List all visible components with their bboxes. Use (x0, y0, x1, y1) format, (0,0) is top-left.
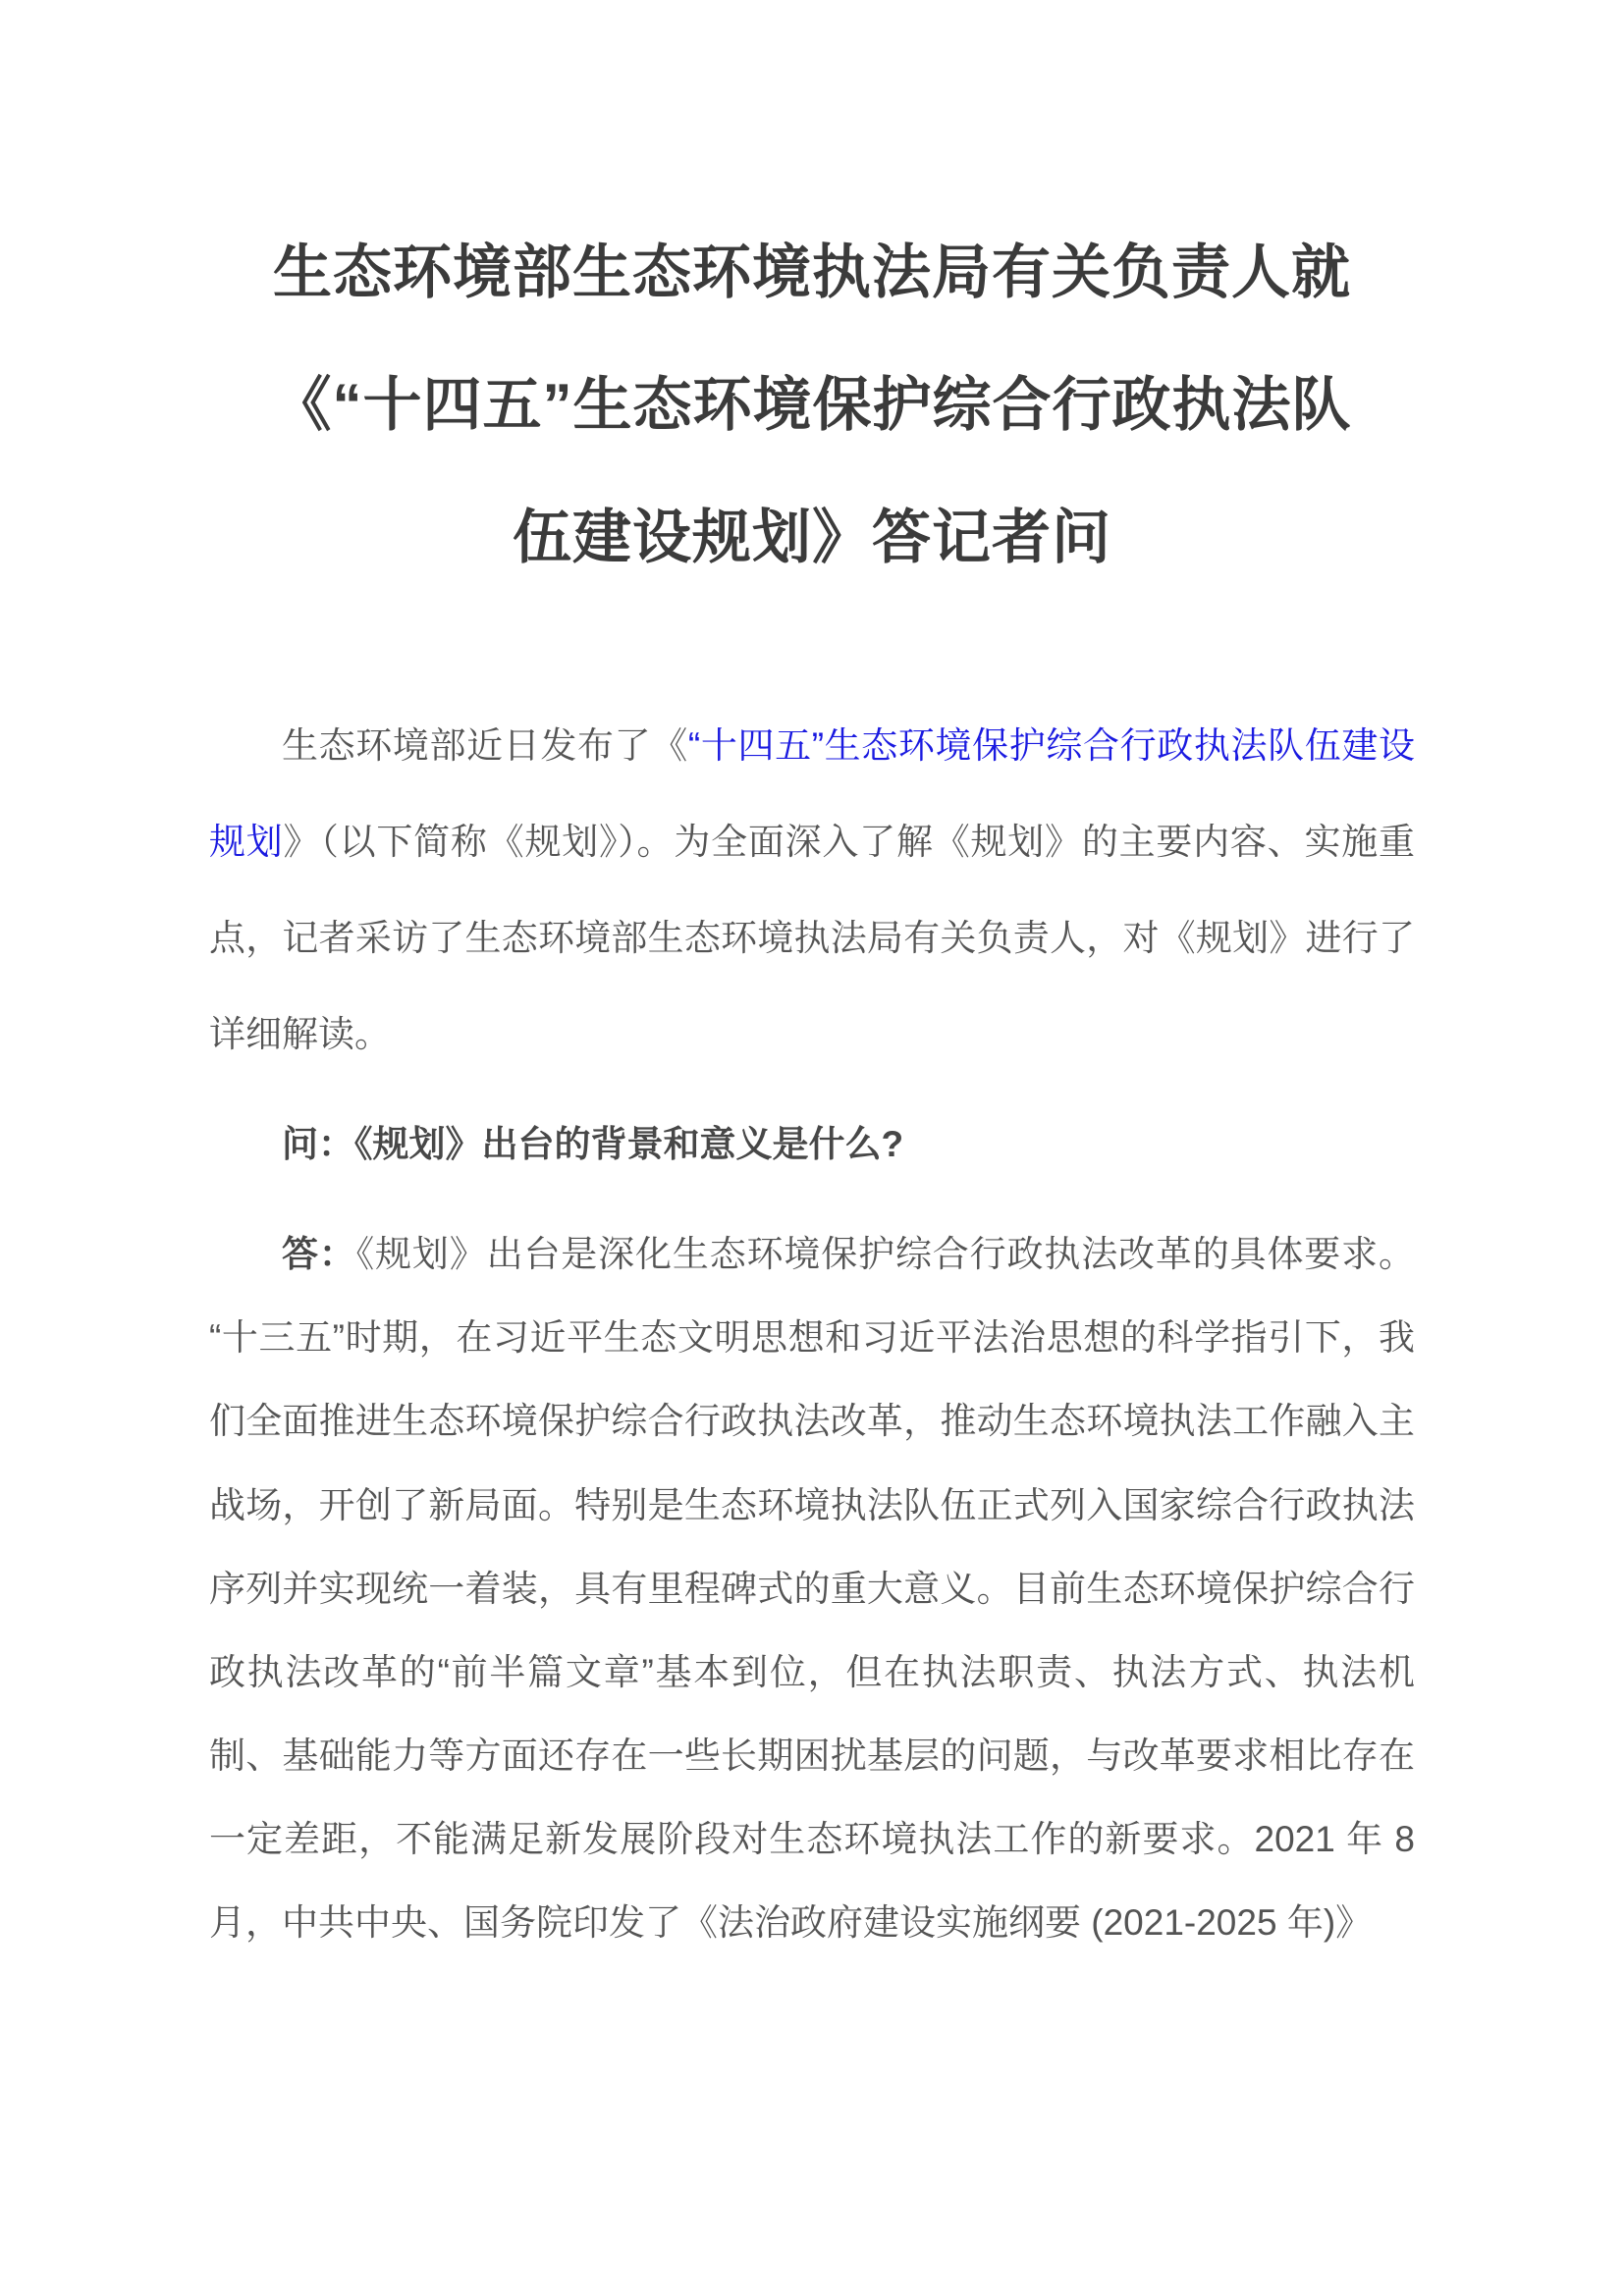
answer-text: 《规划》出台是深化生态环境保护综合行政执法改革的具体要求。“十三五”时期，在习近平生态文明思想和习近平法治思想的科学指引下，我们全面推进生态环境保护综合行政执法改革，推动生态环境执法工作融入主战场，开创了新局面。特别是生态环境执法队伍正式列入国家综合行政执法序列并实现统一着装，具有里程碑式的重大意义。目前生态环境保护综合行政执法改革的“前半篇文章”基本到位，但在执法职责、执法方式、执法机制、基础能力等方面还存在一些长期困扰基层的问题，与改革要求相比存在一定差距，不能满足新发展阶段对生态环境执法工作的新要求。2021 年 8 月，中共中央、国务院印发了《法治政府建设实施纲要 (2021-2025 年)》 (209, 1234, 1416, 1943)
question-paragraph (209, 1096, 1415, 1193)
question-label: 问： (282, 1124, 354, 1165)
title-line-2: 《“十四五”生态环境保护综合行政执法队 (272, 372, 1352, 438)
document-page (209, 0, 1415, 1964)
question-text: 《规划》出台的背景和意义是什么? (354, 1124, 904, 1165)
plan-document-link[interactable]: “十四五”生态环境保护综合行政执法队伍建设规划 (209, 725, 1415, 863)
title-line-1: 生态环境部生态环境执法局有关负责人就 (273, 240, 1351, 305)
title-line-3: 伍建设规划》答记者问 (513, 505, 1111, 570)
intro-text-after-link: 》（以下简称《规划》）。为全面深入了解《规划》的主要内容、实施重点，记者采访了生态环境部生态环境执法局有关负责人，对《规划》进行了详细解读。 (209, 822, 1415, 1055)
intro-paragraph (209, 698, 1415, 1083)
intro-text-before-link: 生态环境部近日发布了《 (282, 725, 688, 766)
answer-label: 答： (282, 1234, 356, 1275)
document-title (209, 206, 1415, 604)
answer-paragraph (209, 1212, 1415, 1964)
